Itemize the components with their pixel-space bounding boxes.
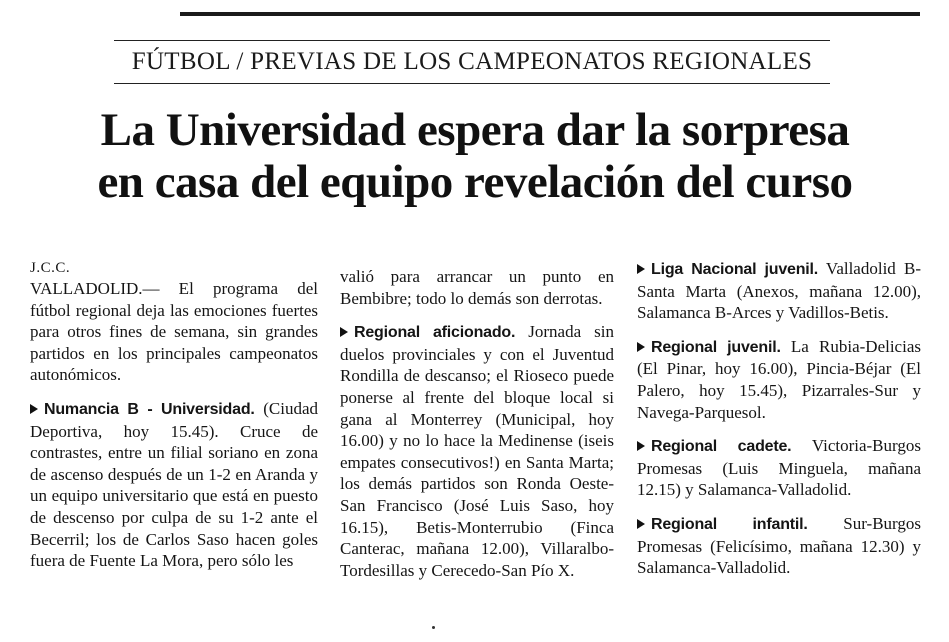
article-column-1 [30,258,318,572]
article-column-3 [637,258,921,579]
regional-infantil-lead: Regional infantil. [651,515,808,533]
intro-paragraph: VALLADOLID.— El programa del fútbol regional deja las emociones fuertes para otros fines de semana, sin grandes partidos en los principales campeonatos autonómicos. [30,279,318,385]
numancia-paragraph [30,398,318,572]
regional-cadete-paragraph [637,435,921,501]
nacional-juvenil-lead: Liga Nacional juvenil. [651,261,819,278]
headline-line-2: en casa del equipo revelación del curso [97,156,853,208]
nacional-juvenil-body: Valladolid B-Santa Marta (Anexos, mañana 12.00), Salamanca B-Arces y Vadillos-Betis. [637,259,921,323]
section-header [114,40,830,84]
byline: J.C.C. [30,260,71,276]
headline [20,104,930,208]
numancia-body: (Ciudad Deportiva, hoy 15.45). Cruce de contrastes, entre un filial soriano en zona de ascenso después de un 1-2 en Aranda y un equipo universitario que está en puesto de descenso por culpa de su 1-2 ante el Becerril; los de Carlos Saso hacen goles fuera de Fuente La Mora, pero sólo les [30,398,318,571]
regional-juvenil-lead: Regional juvenil. [651,338,781,356]
aficionado-body: Jornada sin duelos provinciales y con el Juventud Rondilla de descanso; el Rioseco puede ponerse al frente del bloque local si gana al Monterrey (Municipal, hoy 16.00) y no lo hace la Medinense (iseis empates consecutivos!) en Santa Marta; los demás partidos son Ronda Oeste-San Francisco (José Luis Saso, hoy 16.15), Betis-Monterrubio (Finca Canterac, mañana 12.00), Villaralbo-Tordesillas y Cerecedo-San Pío X. [340,322,614,580]
bullet-triangle-icon [30,404,38,414]
regional-infantil-body: Sur-Burgos Promesas (Felicísimo, mañana 12.30) y Salamanca-Valladolid. [637,513,922,578]
bullet-triangle-icon [637,264,645,274]
print-speck [432,626,435,629]
bullet-triangle-icon [637,342,645,352]
nacional-juvenil-paragraph [637,258,921,324]
regional-juvenil-body: La Rubia-Delicias (El Pinar, hoy 16.00), Pincia-Béjar (El Palero, hoy 15.45), Pizarrales-Sur y Navega-Parquesol. [637,336,921,422]
regional-cadete-lead: Regional cadete. [651,438,792,456]
regional-juvenil-paragraph [637,336,921,423]
aficionado-paragraph [340,321,614,581]
regional-cadete-body: Victoria-Burgos Promesas (Luis Minguela, mañana 12.15) y Salamanca-Valladolid. [637,436,921,500]
aficionado-lead: Regional aficionado. [354,324,516,342]
section-title: FÚTBOL / PREVIAS DE LOS CAMPEONATOS REGIONALES [131,48,813,75]
numancia-continued: valió para arrancar un punto en Bembibre; todo lo demás son derrotas. [340,267,614,308]
top-rule [180,12,920,16]
article-column-2 [340,266,614,581]
regional-infantil-paragraph [637,513,921,579]
headline-line-1: La Universidad espera dar la sorpresa [100,104,850,156]
bullet-triangle-icon [637,519,645,529]
bullet-triangle-icon [340,327,348,337]
bullet-triangle-icon [637,441,645,451]
numancia-lead: Numancia B - Universidad. [44,400,255,418]
